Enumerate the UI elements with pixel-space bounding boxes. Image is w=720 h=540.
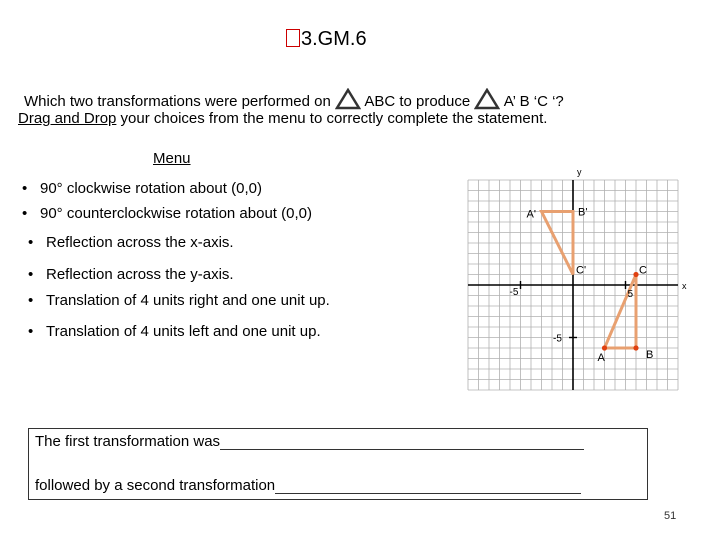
option-label: 90° counterclockwise rotation about (0,0) [40,205,312,222]
question-text-1c: A’ B ‘C ‘? [503,93,564,110]
bullet: • [22,180,28,197]
first-transformation-line [35,433,584,450]
bullet: • [28,292,34,309]
question-text-1b: ABC to produce [364,93,471,110]
menu-option-translate-left[interactable] [28,323,321,340]
option-label: Reflection across the y-axis. [46,266,234,283]
page-title-text: 3.GM.6 [301,28,367,50]
label-b: B [646,349,654,361]
label-a-prime: A' [526,208,536,221]
bullet: • [28,266,34,283]
option-label: Translation of 4 units left and one unit up. [46,323,321,340]
question-line-1 [24,88,564,110]
menu-option-ccw-rotation[interactable] [22,205,312,222]
option-label: Translation of 4 units right and one unit up. [46,292,330,309]
first-transformation-drop-target[interactable] [220,435,584,450]
question-line-2 [18,110,547,127]
first-transformation-label: The first transformation was [35,433,221,450]
question-text-1a: Which two transformations were performed on [24,93,331,110]
bullet: • [28,234,34,251]
label-c: C [639,264,647,277]
drag-drop-label: Drag and Drop [18,110,117,127]
missing-glyph-icon [286,29,300,47]
second-transformation-label: followed by a second transformation [35,477,276,494]
triangle-icon [335,88,361,110]
x-axis-label: x [682,281,687,291]
point-a [602,345,607,350]
x-tick-label-pos5: 5 [627,289,634,300]
label-b-prime: B' [578,206,588,219]
bullet: • [22,205,28,222]
x-tick-label-neg5: -5 [509,287,519,298]
question-text-2b: your choices from the menu to correctly complete the statement. [116,110,548,127]
coordinate-graph [460,170,700,410]
second-transformation-line [35,477,581,494]
answer-box [28,428,648,500]
option-label: 90° clockwise rotation about (0,0) [40,180,262,197]
y-tick-label-neg5: -5 [553,333,562,345]
page-title [286,28,367,51]
label-a: A [597,352,605,364]
menu-option-translate-right[interactable] [28,292,330,309]
y-axis-label: y [577,170,582,177]
point-b [633,345,638,350]
menu-title: Menu [153,150,191,167]
triangle-icon [474,88,500,110]
menu-option-reflect-y[interactable] [28,266,234,283]
point-c [633,272,638,277]
bullet: • [28,323,34,340]
menu-option-cw-rotation[interactable] [22,180,262,197]
menu-option-reflect-x[interactable] [28,234,234,251]
second-transformation-drop-target[interactable] [275,479,581,494]
page-number: 51 [664,510,677,522]
label-c-prime: C' [576,264,587,277]
option-label: Reflection across the x-axis. [46,234,234,251]
